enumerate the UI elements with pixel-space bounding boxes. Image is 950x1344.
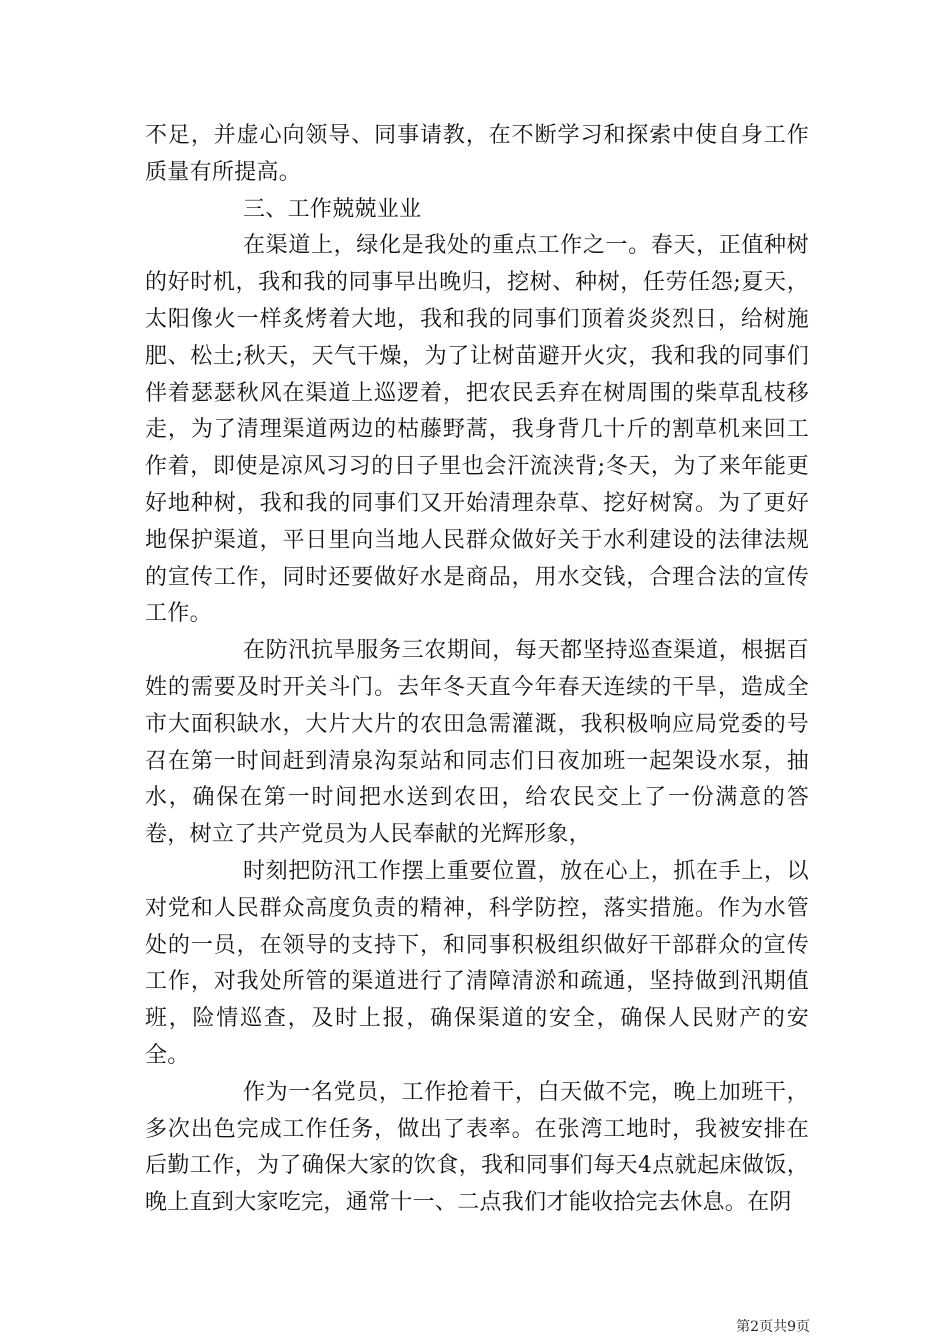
page-number: 第2页共9页 — [736, 1319, 810, 1335]
paragraph-party-member: 作为一名党员，工作抢着干，白天做不完，晚上加班干，多次出色完成工作任务，做出了表率。在张湾工地时，我被安排在后勤工作，为了确保大家的饮食，我和同事们每天4点就起床做饭，晚上直到大家吃完，通常十一、二点我们才能收拾完去休息。在阴 — [145, 1079, 809, 1216]
paragraph-flood: 时刻把防汛工作摆上重要位置，放在心上，抓在手上，以对党和人民群众高度负责的精神，科学防控，落实措施。作为水管处的一员，在领导的支持下，和同事积极组织做好干部群众的宣传工作，对我处所管的渠道进行了清障清淤和疏通，坚持做到汛期值班，险情巡查，及时上报，确保渠道的安全，确保人民财产的安全。 — [145, 858, 809, 1068]
section-heading: 三、工作兢兢业业 — [243, 196, 422, 222]
paragraph-drought: 在防汛抗旱服务三农期间，每天都坚持巡查渠道，根据百姓的需要及时开关斗门。去年冬天直今年春天连续的干旱，造成全市大面积缺水，大片大片的农田急需灌溉，我积极响应局党委的号召在第一时间赶到清泉沟泵站和同志们日夜加班一起架设水泵，抽水，确保在第一时间把水送到农田，给农民交上了一份满意的答卷，树立了共产党员为人民奉献的光辉形象， — [145, 638, 809, 848]
paragraph-greening: 在渠道上，绿化是我处的重点工作之一。春天，正值种树的好时机，我和我的同事早出晚归，挖树、种树，任劳任怨;夏天，太阳像火一样炙烤着大地，我和我的同事们顶着炎炎烈日，给树施肥、松土;秋天，天气干燥，为了让树苗避开火灾，我和我的同事们伴着瑟瑟秋风在渠道上巡逻着，把农民丢弃在树周围的柴草乱枝移走，为了清理渠道两边的枯藤野蒿，我身背几十斤的割草机来回工作着，即使是凉风习习的日子里也会汗流浃背;冬天，为了来年能更好地种树，我和我的同事们又开始清理杂草、挖好树窝。为了更好地保护渠道，平日里向当地人民群众做好关于水利建设的法律法规的宣传工作，同时还要做好水是商品，用水交钱，合理合法的宣传工作。 — [145, 233, 809, 627]
paragraph-continuation: 不足，并虚心向领导、同事请教，在不断学习和探索中使自身工作质量有所提高。 — [145, 123, 809, 185]
document-body — [145, 118, 809, 1222]
